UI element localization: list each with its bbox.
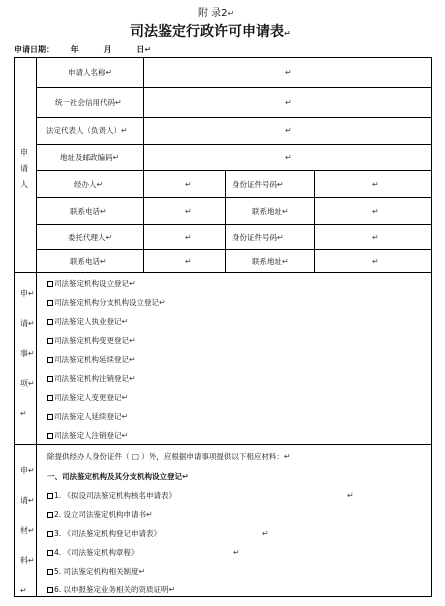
row-line — [36, 117, 432, 118]
item-checkbox[interactable]: 司法鉴定机构设立登记↵ — [47, 278, 136, 289]
col-line — [225, 170, 226, 272]
materials-section-title: 一、司法鉴定机构及其分支机构设立登记↵ — [47, 472, 189, 481]
page-title: 司法鉴定行政许可申请表↵ — [130, 24, 291, 40]
field-legal-rep[interactable]: ↵ — [285, 126, 292, 135]
item-checkbox[interactable]: 司法鉴定机构延续登记↵ — [47, 354, 136, 365]
material-checkbox[interactable]: 4. 《司法鉴定机构章程》 — [47, 547, 139, 558]
item-checkbox[interactable]: 司法鉴定人注销登记↵ — [47, 430, 128, 441]
material-checkbox[interactable]: 6. 以申报鉴定业务相关的资质证明↵ — [47, 584, 175, 595]
item-checkbox[interactable]: 司法鉴定机构变更登记↵ — [47, 335, 136, 346]
material-checkbox[interactable]: 3. 《司法鉴定机构登记申请表》 — [47, 528, 161, 539]
field-applicant-name[interactable]: ↵ — [285, 68, 292, 77]
row-line — [36, 170, 432, 171]
side-label-applicant: 申 请 人 — [20, 148, 28, 189]
row-line — [36, 224, 432, 225]
label-agent: 委托代理人↵ — [68, 233, 113, 242]
field-id-number-1[interactable]: ↵ — [372, 180, 379, 189]
col-line — [314, 170, 315, 272]
field-contact-address-1[interactable]: ↵ — [372, 207, 379, 216]
material-return: ↵ — [347, 491, 354, 500]
label-credit-code: 统一社会信用代码↵ — [55, 98, 122, 107]
field-agent[interactable]: ↵ — [185, 233, 192, 242]
label-handler: 经办人↵ — [74, 180, 104, 189]
field-credit-code[interactable]: ↵ — [285, 98, 292, 107]
side-label-items: 申↵ 请↵ 事↵ 项↵ ↵ — [20, 289, 35, 418]
label-id-number-1: 身份证件号码↵ — [232, 180, 284, 189]
label-phone-1: 联系电话↵ — [70, 207, 107, 216]
item-checkbox[interactable]: 司法鉴定人延续登记↵ — [47, 411, 128, 422]
row-line — [36, 144, 432, 145]
label-applicant-name: 申请人名称↵ — [68, 68, 113, 77]
material-checkbox[interactable]: 2. 设立司法鉴定机构申请书↵ — [47, 509, 153, 520]
row-line — [36, 249, 432, 250]
row-line — [36, 197, 432, 198]
side-column-divider — [36, 57, 37, 597]
item-checkbox[interactable]: 司法鉴定人变更登记↵ — [47, 392, 128, 403]
field-address[interactable]: ↵ — [285, 153, 292, 162]
item-checkbox[interactable]: 司法鉴定人执业登记↵ — [47, 316, 128, 327]
materials-intro: 除提供经办人身份证件（ □ ）外，应根据申请事项提供以下相应材料：↵ — [47, 452, 291, 461]
application-date: 申请日期： 年 月 日↵ — [14, 45, 152, 54]
item-checkbox[interactable]: 司法鉴定机构注销登记↵ — [47, 373, 136, 384]
row-line — [36, 87, 432, 88]
material-return: ↵ — [262, 529, 269, 538]
field-contact-address-2[interactable]: ↵ — [372, 257, 379, 266]
item-checkbox[interactable]: 司法鉴定机构分支机构设立登记↵ — [47, 297, 166, 308]
field-handler[interactable]: ↵ — [185, 180, 192, 189]
field-phone-1[interactable]: ↵ — [185, 207, 192, 216]
field-phone-2[interactable]: ↵ — [185, 257, 192, 266]
col-line — [143, 57, 144, 272]
material-checkbox[interactable]: 1. 《拟设司法鉴定机构核名申请表》 — [47, 490, 176, 501]
label-contact-address-2: 联系地址↵ — [252, 257, 289, 266]
section-divider — [14, 444, 432, 445]
label-address: 地址及邮政编码↵ — [60, 153, 120, 162]
section-divider — [14, 272, 432, 273]
material-checkbox[interactable]: 5. 司法鉴定机构相关制度↵ — [47, 566, 145, 577]
label-phone-2: 联系电话↵ — [70, 257, 107, 266]
appendix-label: 附 录2↵ — [198, 8, 235, 19]
side-label-materials: 申↵ 请↵ 材↵ 料↵ ↵ — [20, 466, 35, 595]
field-id-number-2[interactable]: ↵ — [372, 233, 379, 242]
label-legal-rep: 法定代表人（负责人）↵ — [46, 126, 128, 135]
label-id-number-2: 身份证件号码↵ — [232, 233, 284, 242]
label-contact-address-1: 联系地址↵ — [252, 207, 289, 216]
material-return: ↵ — [233, 548, 240, 557]
